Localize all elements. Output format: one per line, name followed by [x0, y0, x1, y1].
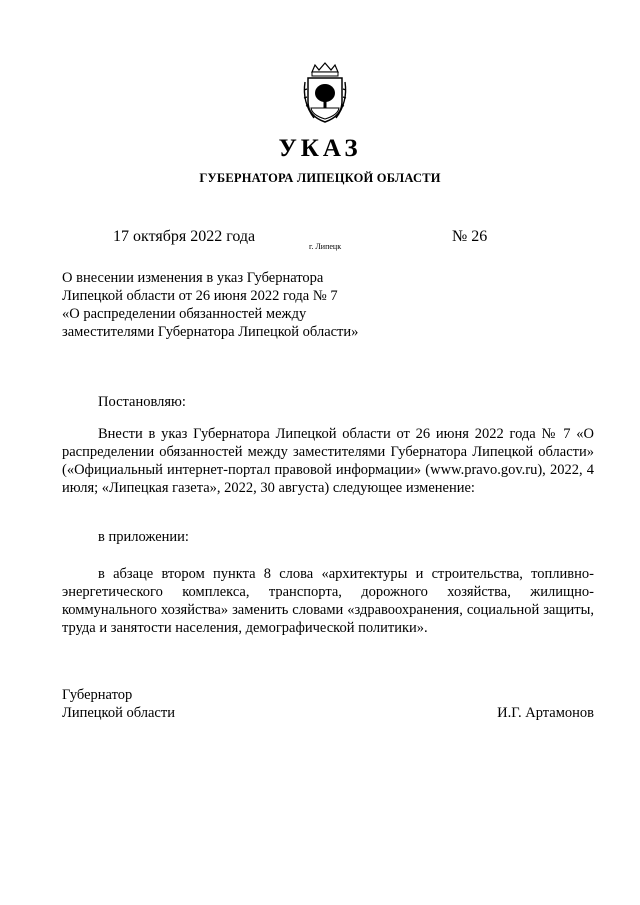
- body-paragraph: в абзаце втором пункта 8 слова «архитектуры и строительства, топливно-энергетического комплекса, транспорта, дорожного хозяйства, жилищно-коммунального хозяйства» заменить словами «здравоохранения, социальной защиты, труда и занятости населения, демографической политики».: [62, 566, 594, 636]
- body-paragraph: Внести в указ Губернатора Липецкой области от 26 июня 2022 года № 7 «О распределении обязанностей между заместителями Губернатора Липецкой области» («Официальный интернет-портал правовой информации» (www.pravo.gov.ru), 2022, 4 июля; «Липецкая газета», 2022, 30 августа) следующее изменение:: [62, 426, 594, 496]
- body-paragraph: в приложении:: [98, 529, 189, 545]
- coat-of-arms-icon: [300, 62, 350, 124]
- body-paragraph: Постановляю:: [98, 394, 186, 410]
- document-subtitle: ГУБЕРНАТОРА ЛИПЕЦКОЙ ОБЛАСТИ: [199, 171, 441, 185]
- signer-position-line: Липецкой области: [62, 705, 175, 721]
- document-subject: [62, 269, 392, 341]
- signer-position: [62, 686, 175, 722]
- document-date: 17 октября 2022 года: [113, 228, 256, 245]
- signer-name: И.Г. Артамонов: [497, 705, 594, 721]
- subject-line: О внесении изменения в указ Губернатора: [62, 270, 324, 286]
- subject-line: «О распределении обязанностей между: [62, 306, 307, 322]
- document-title: УКАЗ: [278, 135, 362, 162]
- signer-position-line: Губернатор: [62, 687, 133, 703]
- subject-line: заместителями Губернатора Липецкой области»: [62, 324, 359, 340]
- document-number: № 26: [452, 228, 488, 245]
- document-city: г. Липецк: [309, 242, 342, 251]
- subject-line: Липецкой области от 26 июня 2022 года № 7: [62, 288, 338, 304]
